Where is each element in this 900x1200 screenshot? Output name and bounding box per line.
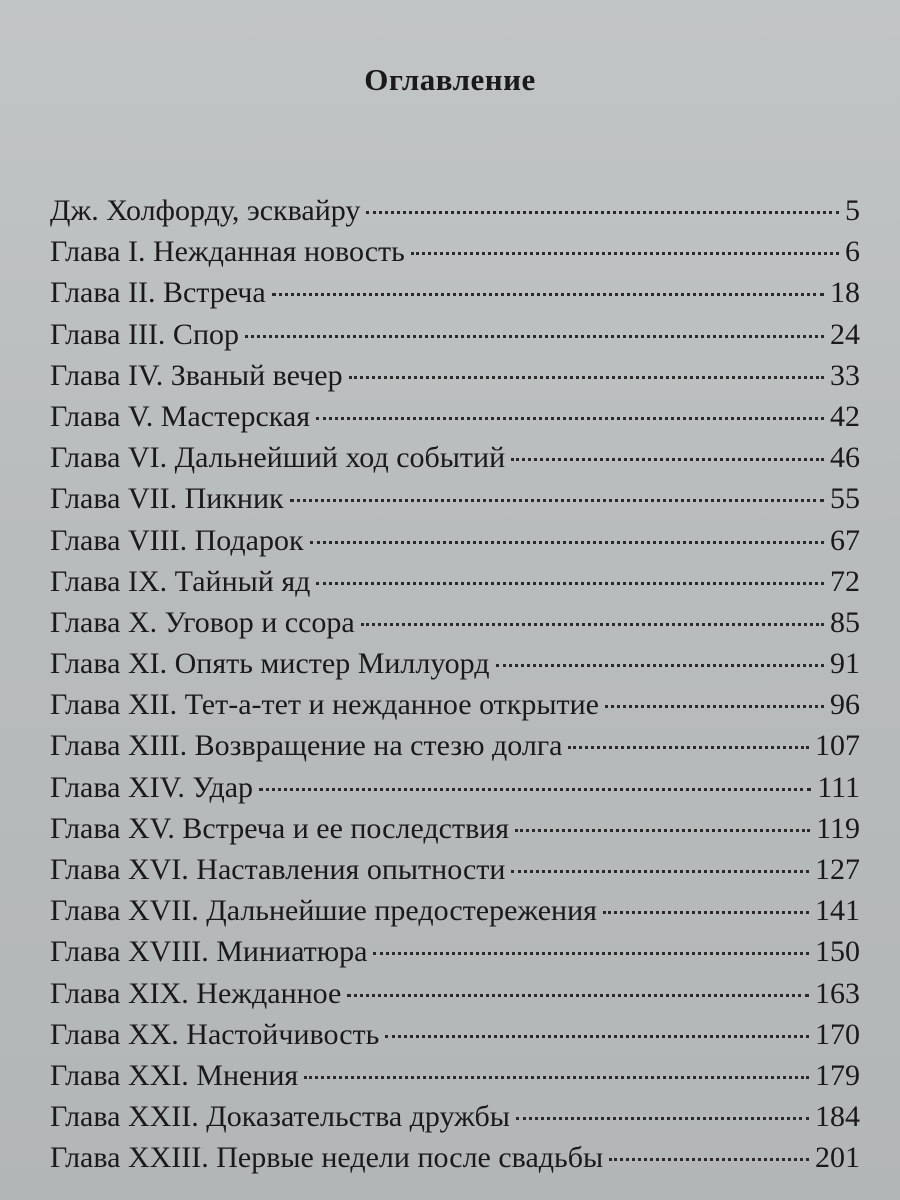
dot-leader [411,252,839,255]
dot-leader [347,994,809,997]
toc-entry-page: 33 [830,358,860,392]
toc-entry-title: Глава V. Мастерская [50,399,311,433]
dot-leader [496,664,825,667]
toc-entry-title: Глава II. Встреча [50,276,266,310]
toc-entry-title: Глава XVIII. Миниатюра [50,935,368,969]
dot-leader [304,1076,809,1079]
dot-leader [361,623,824,626]
toc-entry [50,355,860,396]
toc-entry-title: Глава XXII. Доказательства дружбы [50,1100,510,1134]
toc-entry-page: 201 [815,1141,860,1175]
toc-entry-title: Глава XXIII. Первые недели после свадьбы [50,1141,604,1175]
toc-entry-page: 55 [830,482,860,516]
toc-entry [50,520,860,561]
dot-leader [516,1117,809,1120]
toc-entry-title: Глава XVI. Наставления опытности [50,853,506,886]
toc-entry-page: 18 [830,276,860,310]
toc-entry-page: 111 [817,770,860,804]
dot-leader [515,829,810,832]
toc-entry [50,478,860,519]
toc-entry [50,602,860,643]
toc-entry-title: Глава VII. Пикник [50,482,284,516]
toc-entry-page: 72 [830,564,860,598]
dot-leader [609,1158,809,1161]
toc-entry-page: 107 [815,729,860,763]
dot-leader [373,952,809,955]
dot-leader [245,335,824,338]
toc-entry-page: 42 [830,399,860,433]
toc-entry-title: Глава XII. Тет-а-тет и нежданное открытие [50,688,599,722]
toc-entry-title: Глава XIII. Возвращение на стезю долга [50,729,563,763]
dot-leader [259,788,811,791]
toc-entry-page: 119 [816,811,860,845]
toc-entry [50,725,860,766]
toc-entry [50,314,860,355]
dot-leader [316,417,824,420]
toc-entry-page: 141 [815,894,860,928]
toc-entry [50,272,860,313]
toc-entry-page: 91 [830,647,860,681]
toc-entry [50,684,860,725]
dot-leader [511,458,824,461]
dot-leader [603,911,809,914]
toc-entry-page: 150 [815,935,860,969]
toc-entry-title: Глава X. Уговор и ссора [50,605,355,639]
dot-leader [385,1035,809,1038]
toc-entry [50,231,860,272]
toc-entry-title: Глава IV. Званый вечер [50,358,343,392]
toc-entry [50,437,860,478]
toc-entry [50,561,860,602]
dot-leader [316,582,824,585]
table-of-contents [50,190,860,1179]
dot-leader [310,541,824,544]
toc-entry-title: Глава XX. Настойчивость [50,1017,380,1051]
toc-entry [50,849,860,890]
toc-entry-title: Глава XIV. Удар [50,770,254,804]
toc-entry [50,190,860,231]
toc-entry-page: 163 [815,976,860,1010]
toc-entry [50,1014,860,1055]
toc-entry-title: Глава XI. Опять мистер Миллуорд [50,647,490,681]
toc-entry [50,1137,860,1178]
toc-entry-page: 170 [815,1017,860,1051]
toc-entry-page: 6 [845,235,860,269]
toc-entry-title: Глава VI. Дальнейший ход событий [50,441,506,475]
dot-leader [290,499,824,502]
toc-entry [50,890,860,931]
toc-entry-title: Глава XIX. Нежданное [50,976,342,1010]
toc-entry-title: Глава III. Спор [50,317,239,351]
toc-entry-title: Глава XV. Встреча и ее последствия [50,811,510,845]
toc-entry-page: 127 [815,853,860,886]
toc-entry [50,396,860,437]
dot-leader [366,211,839,214]
toc-entry-page: 67 [830,523,860,557]
toc-entry-page: 24 [830,317,860,351]
toc-entry [50,1055,860,1096]
toc-entry-title: Глава VIII. Подарок [50,523,304,557]
toc-entry [50,1096,860,1137]
toc-entry-title: Глава IX. Тайный яд [50,564,311,598]
dot-leader [349,376,824,379]
toc-entry [50,767,860,808]
toc-entry-page: 179 [815,1058,860,1092]
toc-entry-title: Глава XXI. Мнения [50,1058,299,1092]
toc-entry-title: Дж. Холфорду, эсквайру [50,194,361,227]
dot-leader [605,705,824,708]
toc-entry-title: Глава I. Нежданная новость [50,235,405,269]
dot-leader [511,870,809,873]
dot-leader [272,293,824,296]
toc-entry [50,643,860,684]
toc-entry-page: 5 [845,194,860,227]
toc-entry-page: 85 [830,605,860,639]
toc-entry [50,808,860,849]
toc-entry [50,973,860,1014]
toc-entry-page: 184 [815,1100,860,1134]
toc-entry-page: 96 [830,688,860,722]
toc-entry [50,931,860,972]
toc-entry-title: Глава XVII. Дальнейшие предостережения [50,894,597,928]
page-title: Оглавление [364,62,536,97]
toc-entry-page: 46 [830,441,860,475]
dot-leader [568,746,809,749]
